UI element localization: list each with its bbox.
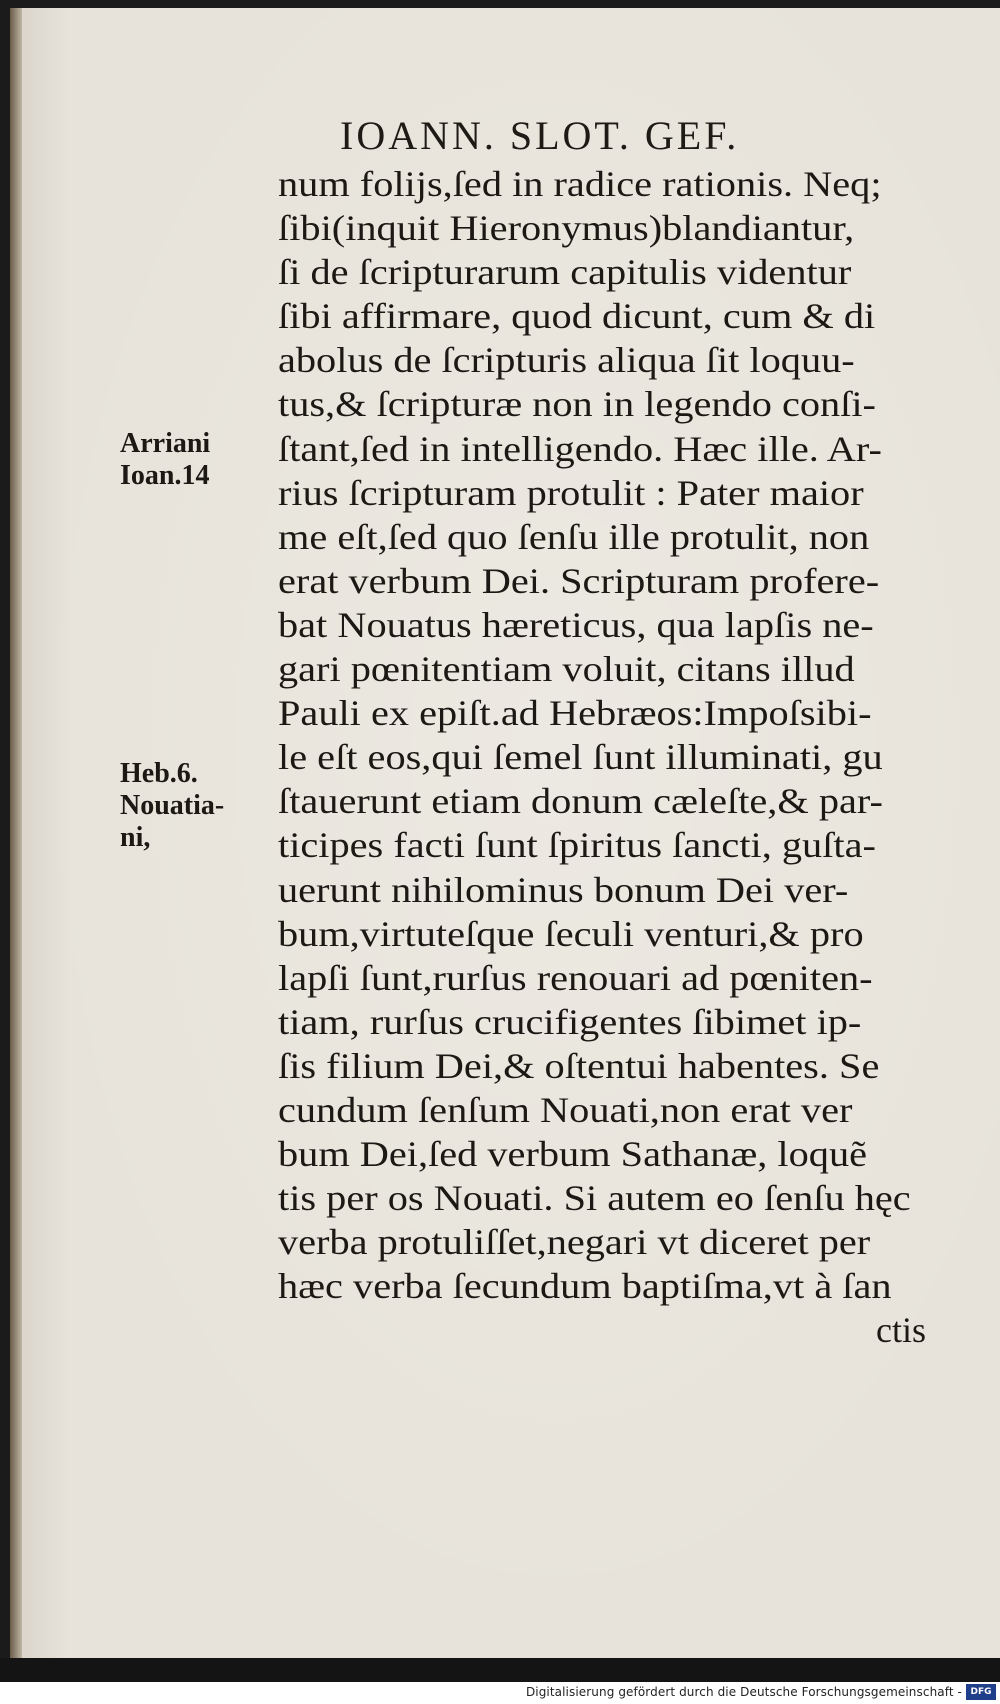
text-line: bum,virtuteſque ſeculi venturi,& pro <box>278 913 864 954</box>
marginal-note-heb <box>120 758 224 854</box>
text-line: ſtant,ſed in intelligendo. Hæc ille. Ar- <box>278 428 882 469</box>
text-line: me eſt,ſed quo ſenſu ille protulit, non <box>278 516 870 557</box>
marginal-line: Heb.6. <box>120 758 198 789</box>
text-line: uerunt nihilominus bonum Dei ver- <box>278 869 849 910</box>
text-line: bat Nouatus hæreticus, qua lapſis ne- <box>278 604 874 645</box>
text-line: abolus de ſcripturis aliqua ſit loquu- <box>278 340 855 381</box>
text-line: ſi de ſcripturarum capitulis videntur <box>278 252 852 293</box>
body-text <box>278 162 930 1353</box>
digitization-credit: Digitalisierung gefördert durch die Deutsche Forschungsgemeinschaft - <box>525 1685 962 1699</box>
text-line: Pauli ex epiſt.ad Hebræos:Impoſsibi- <box>278 693 872 734</box>
running-head: IOANN. SLOT. GEF. <box>340 113 740 158</box>
text-line: ſis filium Dei,& oſtentui habentes. Se <box>278 1045 880 1086</box>
dfg-logo: DFG <box>966 1684 996 1700</box>
text-line: gari pœnitentiam voluit, citans illud <box>278 649 855 690</box>
marginal-note-arriani <box>120 428 210 492</box>
text-line: tiam, rurſus crucifigentes ſibimet ip- <box>278 1001 862 1042</box>
text-line: tis per os Nouati. Si autem eo ſenſu hęc <box>278 1178 911 1219</box>
text-line: tus,& ſcripturæ non in legendo conſi- <box>278 384 876 425</box>
text-line: bum Dei,ſed verbum Sathanæ, loquẽ <box>278 1134 868 1175</box>
text-line: verba protuliſſet,negari vt diceret per <box>278 1222 871 1263</box>
page-binding-edge <box>10 8 22 1658</box>
text-line: le eſt eos,qui ſemel ſunt illuminati, gu <box>278 737 883 778</box>
marginal-line: ni, <box>120 822 151 853</box>
text-line: erat verbum Dei. Scripturam profere- <box>278 560 880 601</box>
text-line: ticipes facti ſunt ſpiritus ſancti, guſta- <box>278 825 876 866</box>
text-line: hæc verba ſecundum baptiſma,vt à ſan <box>278 1266 892 1307</box>
marginal-line: Arriani <box>120 428 211 459</box>
marginal-line: Nouatia- <box>120 790 225 821</box>
text-line: num folijs,ſed in radice rationis. Neq; <box>278 164 882 204</box>
text-line: ſibi(inquit Hieronymus)blandiantur, <box>278 208 855 249</box>
scan-bottom-border <box>0 1658 1000 1682</box>
text-line: cundum ſenſum Nouati,non erat ver <box>278 1089 853 1130</box>
marginal-line: Ioan.14 <box>120 460 210 491</box>
text-line: rius ſcripturam protulit : Pater maior <box>278 472 864 513</box>
catchword: ctis <box>876 1310 926 1351</box>
text-line: ſtauerunt etiam donum cæleſte,& par- <box>278 781 883 822</box>
text-line: ſibi affirmare, quod dicunt, cum & di <box>278 296 876 337</box>
text-line: lapſi ſunt,rurſus renouari ad pœniten- <box>278 957 873 998</box>
